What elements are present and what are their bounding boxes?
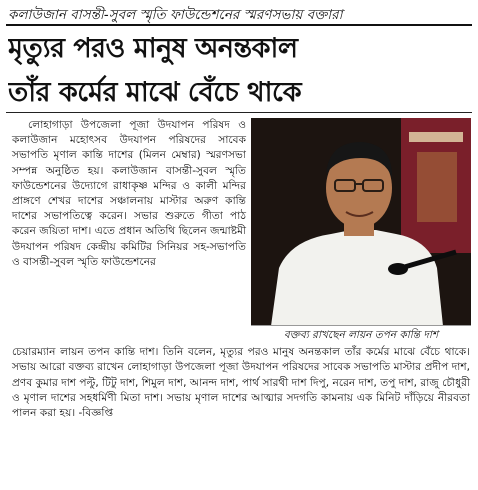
speaker-photo [251, 118, 471, 326]
kicker-line: কলাউজান বাসন্তী-সুবল স্মৃতি ফাউন্ডেশনের স্মরণসভায় বক্তারা [8, 7, 343, 23]
photo-caption: বক্তব্য রাখছেন লায়ন তপন কান্তি দাশ [251, 325, 471, 344]
body-column [12, 118, 246, 270]
top-rule [6, 24, 472, 26]
headline-rule [6, 112, 472, 113]
body-full-text: চেয়ারম্যান লায়ন তপন কান্তি দাশ। তিনি বলেন, মৃত্যুর পরও মানুষ অনন্তকাল তাঁর কর্মের মাঝে বেঁচে থাকে। সভায় আরো বক্তব্য রাখেন লোহাগাড়া উপজেলা পূজা উদযাপন পরিষদের সাবেক সভাপতি মাস্টার প্রদীপ দাশ, প্রণব কুমার দাশ পল্টু, টিটু দাশ, শিমুল দাশ, আনন্দ দাশ, পার্থ সারথী দাশ দিপু, নরেন দাশ, তপু দাশ, রাজু চৌধুরী ও মৃণাল দাশের সহধর্মিণী মিতা দাশ। সভায় মৃণাল দাশের আত্মার সদগতি কামনায় এক মিনিট দাঁড়িয়ে নীরবতা পালন করা হয়। -বিজ্ঞপ্তি [12, 346, 470, 420]
body-full-width [12, 345, 470, 421]
headline-line-1: মৃত্যুর পরও মানুষ অনন্তকাল [8, 33, 298, 64]
microphone-head [388, 263, 408, 275]
body-column-text: লোহাগাড়া উপজেলা পূজা উদযাপন পরিষদ ও কলাউজান মহোৎসব উদযাপন পরিষদের সাবেক সভাপতি মৃণাল কান্তি দাশের (মিলন মেম্বার) স্মরণসভা সম্পন্ন অনুষ্ঠিত হয়। কলাউজান বাসন্তী-সুবল স্মৃতি ফাউন্ডেশনের উদ্যোগে রাধাকৃষ্ণ মন্দির ও কালী মন্দির প্রাঙ্গণে শেখর দাশের সঞ্চালনায় মাস্টার অরুণ কান্তি দাশের সভাপতিত্বে করেন। সভার শুরুতে গীতা পাঠ করেন জয়িতা দাশ। এতে প্রধান অতিথি ছিলেন জন্মাষ্টমী উদযাপন পরিষদ কেন্দ্রীয় কমিটির সিনিয়র সহ-সভাপতি ও বাসন্তী-সুবল স্মৃতি ফাউন্ডেশনের [12, 119, 246, 268]
photo-frame [251, 118, 471, 344]
headline-line-2: তাঁর কর্মের মাঝে বেঁচে থাকে [8, 77, 302, 108]
